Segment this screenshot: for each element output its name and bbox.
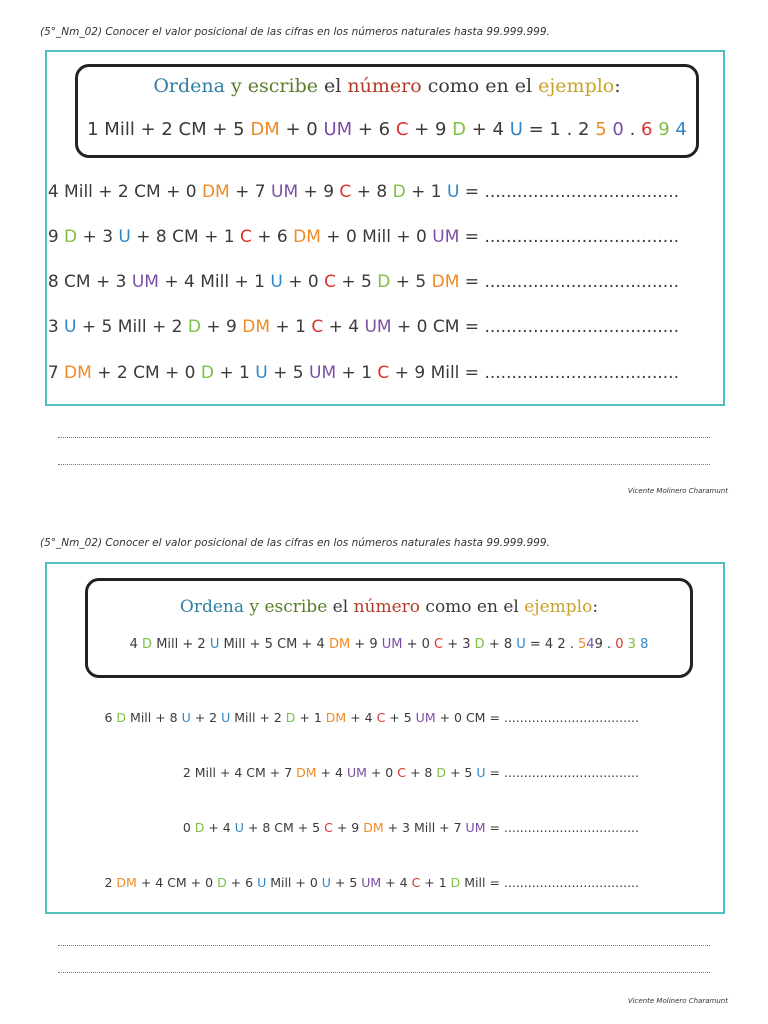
text-segment: + 6: [352, 119, 396, 140]
section-1-exercise-3: [48, 272, 679, 292]
text-segment: + 4 Mill + 1: [158, 272, 271, 292]
text-segment: UM: [346, 765, 367, 780]
text-segment: + 1: [270, 317, 312, 337]
text-segment: DM: [250, 119, 280, 140]
text-segment: 7: [47, 363, 65, 383]
text-segment: C: [239, 227, 252, 247]
text-segment: DM: [201, 182, 230, 202]
text-segment: U: [516, 637, 526, 652]
text-segment: + 8: [351, 182, 393, 202]
text-segment: = ....................................: [459, 227, 679, 247]
text-segment: + 4: [204, 820, 235, 835]
text-segment: + 9: [350, 637, 382, 652]
text-segment: + 0 Mill + 0: [320, 227, 433, 247]
text-segment: + 6: [226, 875, 258, 890]
text-segment: DM: [363, 820, 384, 835]
text-segment: + 5 Mill + 2: [76, 317, 188, 337]
text-segment: + 5: [385, 710, 416, 725]
text-segment: 9: [47, 227, 65, 247]
text-segment: ejemplo: [524, 597, 593, 617]
text-segment: + 4: [381, 875, 412, 890]
text-segment: C: [397, 765, 406, 780]
text-segment: + 4: [323, 317, 365, 337]
text-segment: 4: [675, 119, 687, 140]
text-segment: 4: [129, 637, 143, 652]
text-segment: número: [353, 597, 421, 617]
text-segment: D: [187, 317, 201, 337]
section-2-frame: [45, 562, 725, 914]
text-segment: 0: [606, 119, 630, 140]
text-segment: Mill + 5 CM + 4: [219, 637, 329, 652]
text-segment: + 3: [443, 637, 475, 652]
text-segment: = 4 2 .: [525, 637, 578, 652]
text-segment: + 3 Mill + 7: [383, 820, 466, 835]
text-segment: + 9: [298, 182, 340, 202]
text-segment: ejemplo: [538, 75, 615, 97]
text-segment: :: [614, 75, 621, 97]
text-segment: U: [221, 710, 231, 725]
text-segment: 6: [104, 710, 117, 725]
text-segment: 9 .: [594, 637, 616, 652]
section-2-answer-line-1[interactable]: [58, 945, 710, 946]
text-segment: D: [116, 710, 127, 725]
text-segment: D: [142, 637, 153, 652]
text-segment: D: [194, 820, 205, 835]
text-segment: D: [392, 182, 406, 202]
text-segment: como en el: [420, 597, 525, 617]
text-segment: U: [118, 227, 131, 247]
text-segment: DM: [293, 227, 321, 247]
text-segment: U: [321, 875, 331, 890]
section-2-header: (5°_Nm_02) Conocer el valor posicional de las cifras en los números naturales hasta 99.999.999.: [40, 537, 550, 549]
text-segment: + 7: [229, 182, 272, 202]
text-segment: C: [434, 637, 444, 652]
text-segment: UM: [415, 710, 436, 725]
text-segment: + 0: [282, 272, 325, 292]
text-segment: + 8 CM + 1: [130, 227, 240, 247]
text-segment: + 0: [402, 637, 435, 652]
text-segment: el: [318, 75, 348, 97]
text-segment: + 8: [405, 765, 437, 780]
text-segment: C: [324, 820, 333, 835]
text-segment: D: [452, 119, 467, 140]
text-segment: + 5: [445, 765, 477, 780]
text-segment: U: [209, 637, 220, 652]
text-segment: + 6: [251, 227, 294, 247]
text-segment: 3: [47, 317, 65, 337]
text-segment: + 1: [295, 710, 326, 725]
text-segment: 8 CM + 3: [47, 272, 132, 292]
section-1-example-box: [75, 64, 699, 158]
text-segment: C: [324, 272, 336, 292]
text-segment: UM: [381, 637, 403, 652]
section-2-exercise-2: [183, 765, 639, 780]
text-segment: + 8: [484, 637, 517, 652]
section-1-answer-line-1[interactable]: [58, 437, 710, 438]
text-segment: + 4: [346, 710, 377, 725]
section-2-title: [88, 597, 690, 617]
text-segment: + 9 Mill = ....................................: [389, 363, 679, 383]
text-segment: 9: [652, 119, 676, 140]
text-segment: 5: [578, 637, 587, 652]
text-segment: + 8 CM + 5: [243, 820, 325, 835]
text-segment: + 5: [330, 875, 362, 890]
text-segment: U: [509, 119, 523, 140]
text-segment: Ordena: [153, 75, 225, 97]
text-segment: = ....................................: [459, 272, 679, 292]
text-segment: U: [257, 875, 267, 890]
text-segment: U: [446, 182, 460, 202]
text-segment: + 2: [190, 710, 222, 725]
text-segment: Mill + 2: [152, 637, 210, 652]
text-segment: + 4 CM + 0: [136, 875, 218, 890]
text-segment: = ..................................: [485, 820, 639, 835]
text-segment: Mill + 0: [266, 875, 322, 890]
text-segment: D: [285, 710, 296, 725]
text-segment: + 0 CM = ..................................: [435, 710, 639, 725]
section-2-signature: Vicente Molinero Charamunt: [627, 997, 728, 1005]
section-1-answer-line-2[interactable]: [58, 464, 710, 465]
text-segment: el: [327, 597, 354, 617]
section-2-exercise-4: [104, 875, 639, 890]
text-segment: D: [217, 875, 227, 890]
section-1-signature: Vicente Molinero Charamunt: [627, 487, 728, 495]
text-segment: como en el: [421, 75, 539, 97]
text-segment: D: [200, 363, 214, 383]
text-segment: 0: [182, 820, 195, 835]
text-segment: número: [347, 75, 422, 97]
text-segment: 0: [615, 637, 624, 652]
text-segment: .: [629, 119, 642, 140]
text-segment: D: [436, 765, 446, 780]
section-1-exercise-1: [48, 182, 679, 202]
section-1-exercise-4: [48, 317, 679, 337]
section-1-exercise-2: [48, 227, 679, 247]
text-segment: 2: [104, 875, 117, 890]
text-segment: DM: [116, 875, 137, 890]
text-segment: C: [376, 710, 386, 725]
section-2-answer-line-2[interactable]: [58, 972, 710, 973]
text-segment: DM: [431, 272, 460, 292]
text-segment: + 1: [336, 363, 378, 383]
text-segment: U: [234, 820, 244, 835]
text-segment: C: [339, 182, 352, 202]
text-segment: C: [377, 363, 390, 383]
text-segment: + 2 CM + 0: [91, 363, 201, 383]
text-segment: D: [64, 227, 78, 247]
text-segment: 5: [595, 119, 607, 140]
text-segment: 4: [586, 637, 595, 652]
section-2-exercise-3: [183, 820, 639, 835]
text-segment: y: [224, 75, 248, 97]
text-segment: + 4: [466, 119, 510, 140]
text-segment: Mill + 8: [126, 710, 182, 725]
text-segment: UM: [364, 317, 392, 337]
text-segment: 4 Mill + 2 CM + 0: [47, 182, 202, 202]
text-segment: UM: [361, 875, 382, 890]
text-segment: 8: [640, 637, 649, 652]
text-segment: UM: [432, 227, 460, 247]
text-segment: D: [474, 637, 485, 652]
text-segment: y: [244, 597, 265, 617]
text-segment: + 5: [335, 272, 378, 292]
text-segment: = ..................................: [485, 765, 639, 780]
text-segment: + 0: [366, 765, 398, 780]
text-segment: U: [476, 765, 486, 780]
text-segment: Ordena: [179, 597, 245, 617]
text-segment: 2 Mill + 4 CM + 7: [182, 765, 297, 780]
text-segment: UM: [309, 363, 337, 383]
text-segment: + 9: [332, 820, 364, 835]
text-segment: U: [64, 317, 77, 337]
text-segment: C: [311, 317, 324, 337]
text-segment: 3: [623, 637, 641, 652]
text-segment: U: [181, 710, 191, 725]
text-segment: DM: [328, 637, 351, 652]
text-segment: UM: [323, 119, 353, 140]
text-segment: U: [255, 363, 268, 383]
section-1-example: [78, 119, 696, 140]
text-segment: C: [395, 119, 409, 140]
text-segment: + 1: [214, 363, 256, 383]
text-segment: DM: [64, 363, 92, 383]
text-segment: = ....................................: [459, 182, 679, 202]
text-segment: C: [411, 875, 421, 890]
section-2-example-box: [85, 578, 693, 678]
section-2-exercise-1: [104, 710, 639, 725]
text-segment: = 1 . 2: [522, 119, 596, 140]
text-segment: + 4: [316, 765, 347, 780]
text-segment: + 0 CM = ....................................: [391, 317, 679, 337]
text-segment: Mill = ..................................: [460, 875, 639, 890]
text-segment: 1 Mill + 2 CM + 5: [87, 119, 251, 140]
section-1-frame: [45, 50, 725, 406]
section-2-example: [88, 637, 690, 652]
text-segment: DM: [296, 765, 317, 780]
text-segment: + 5: [390, 272, 432, 292]
text-segment: DM: [242, 317, 271, 337]
text-segment: :: [592, 597, 599, 617]
text-segment: D: [377, 272, 391, 292]
text-segment: + 3: [77, 227, 119, 247]
section-1-exercise-5: [48, 363, 679, 383]
section-1-header: (5°_Nm_02) Conocer el valor posicional de las cifras en los números naturales hasta 99.999.999.: [40, 26, 550, 38]
text-segment: UM: [131, 272, 159, 292]
text-segment: DM: [325, 710, 347, 725]
text-segment: + 9: [200, 317, 243, 337]
text-segment: + 5: [267, 363, 310, 383]
text-segment: UM: [271, 182, 299, 202]
text-segment: escribe: [264, 597, 328, 617]
text-segment: + 9: [408, 119, 453, 140]
text-segment: + 1: [405, 182, 447, 202]
text-segment: Mill + 2: [230, 710, 286, 725]
text-segment: D: [450, 875, 461, 890]
text-segment: + 0: [279, 119, 324, 140]
section-1-title: [78, 75, 696, 97]
text-segment: U: [270, 272, 283, 292]
text-segment: UM: [465, 820, 486, 835]
text-segment: escribe: [247, 75, 318, 97]
text-segment: 6: [641, 119, 653, 140]
text-segment: + 1: [420, 875, 451, 890]
